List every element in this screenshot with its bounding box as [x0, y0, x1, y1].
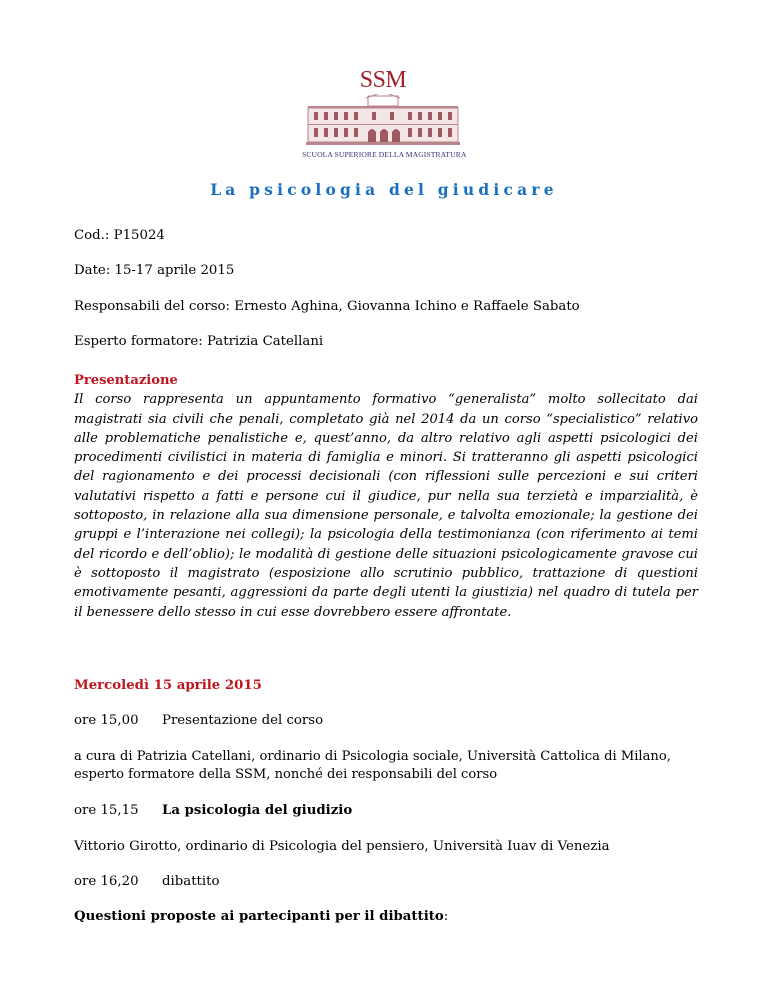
- schedule-label: Presentazione del corso: [162, 713, 324, 728]
- presentazione-text: Il corso rappresenta un appuntamento formativo “generalista” molto sollecitato dai magistrati sia civili che penali, completato già nel 2014 da un corso “specialistico” relativo alle problematiche penalistiche e, quest’anno, da altro relativo agli aspetti psicologici dei procedimenti civilistici in materia di famiglia e minori. Si tratteranno gli aspetti psicologici del ragionamento e dei processi decisionali (con riflessioni sulle percezioni e sui criteri valutativi rispetto a fatti e persone cui il giudice, pur nella sua terzietà e imparzialità, è sottoposto, in relazione alla sua dimensione personale, e talvolta emozionale; la gestione dei gruppi e l’interazione nei collegi); la psicologia della testimonianza (con riferimento ai temi del ricordo e dell’oblio); le modalità di gestione delle situazioni psicologicamente gravose cui è sottoposto il magistrato (esposizione allo scrutinio pubblico, trattazione di questioni emotivamente pesanti, aggressioni da parte degli utenti la giustizia) nel quadro di tutela per il benessere dello stesso in cui esse dovrebbero essere affrontate.: [74, 392, 698, 620]
- presentazione-section: [74, 371, 698, 622]
- cura-note: a cura di Patrizia Catellani, ordinario di Psicologia sociale, Università Cattolica di Milano, esperto formatore della SSM, nonché dei responsabili del corso: [74, 749, 671, 782]
- course-dates: Date: 15-17 aprile 2015: [74, 263, 235, 278]
- course-responsabili: Responsabili del corso: Ernesto Aghina, Giovanna Ichino e Raffaele Sabato: [74, 299, 580, 314]
- schedule-time: ore 15,00: [74, 713, 139, 728]
- schedule-time: ore 16,20: [74, 874, 139, 889]
- schedule-item: [74, 802, 352, 820]
- schedule-label: La psicologia del giudizio: [162, 803, 353, 818]
- questioni-label: Questioni proposte ai partecipanti per il dibattito: [74, 909, 444, 924]
- presentazione-heading: Presentazione: [74, 373, 178, 388]
- logo-caption: SCUOLA SUPERIORE DELLA MAGISTRATURA: [302, 150, 467, 159]
- course-title: La psicologia del giudicare: [210, 180, 558, 199]
- schedule-item: [74, 712, 323, 730]
- day-heading: Mercoledì 15 aprile 2015: [74, 678, 262, 693]
- building-icon: [306, 94, 460, 146]
- ssm-logo: [302, 66, 467, 164]
- schedule-item: [74, 873, 220, 891]
- questioni-heading: [74, 908, 448, 926]
- logo-abbrev: SSM: [359, 67, 407, 93]
- course-esperto: Esperto formatore: Patrizia Catellani: [74, 334, 324, 349]
- speaker-note: Vittorio Girotto, ordinario di Psicologia del pensiero, Università Iuav di Venezia: [74, 839, 610, 854]
- course-code: Cod.: P15024: [74, 228, 165, 243]
- schedule-label: dibattito: [162, 874, 220, 889]
- questioni-colon: :: [443, 909, 449, 924]
- schedule-time: ore 15,15: [74, 803, 139, 818]
